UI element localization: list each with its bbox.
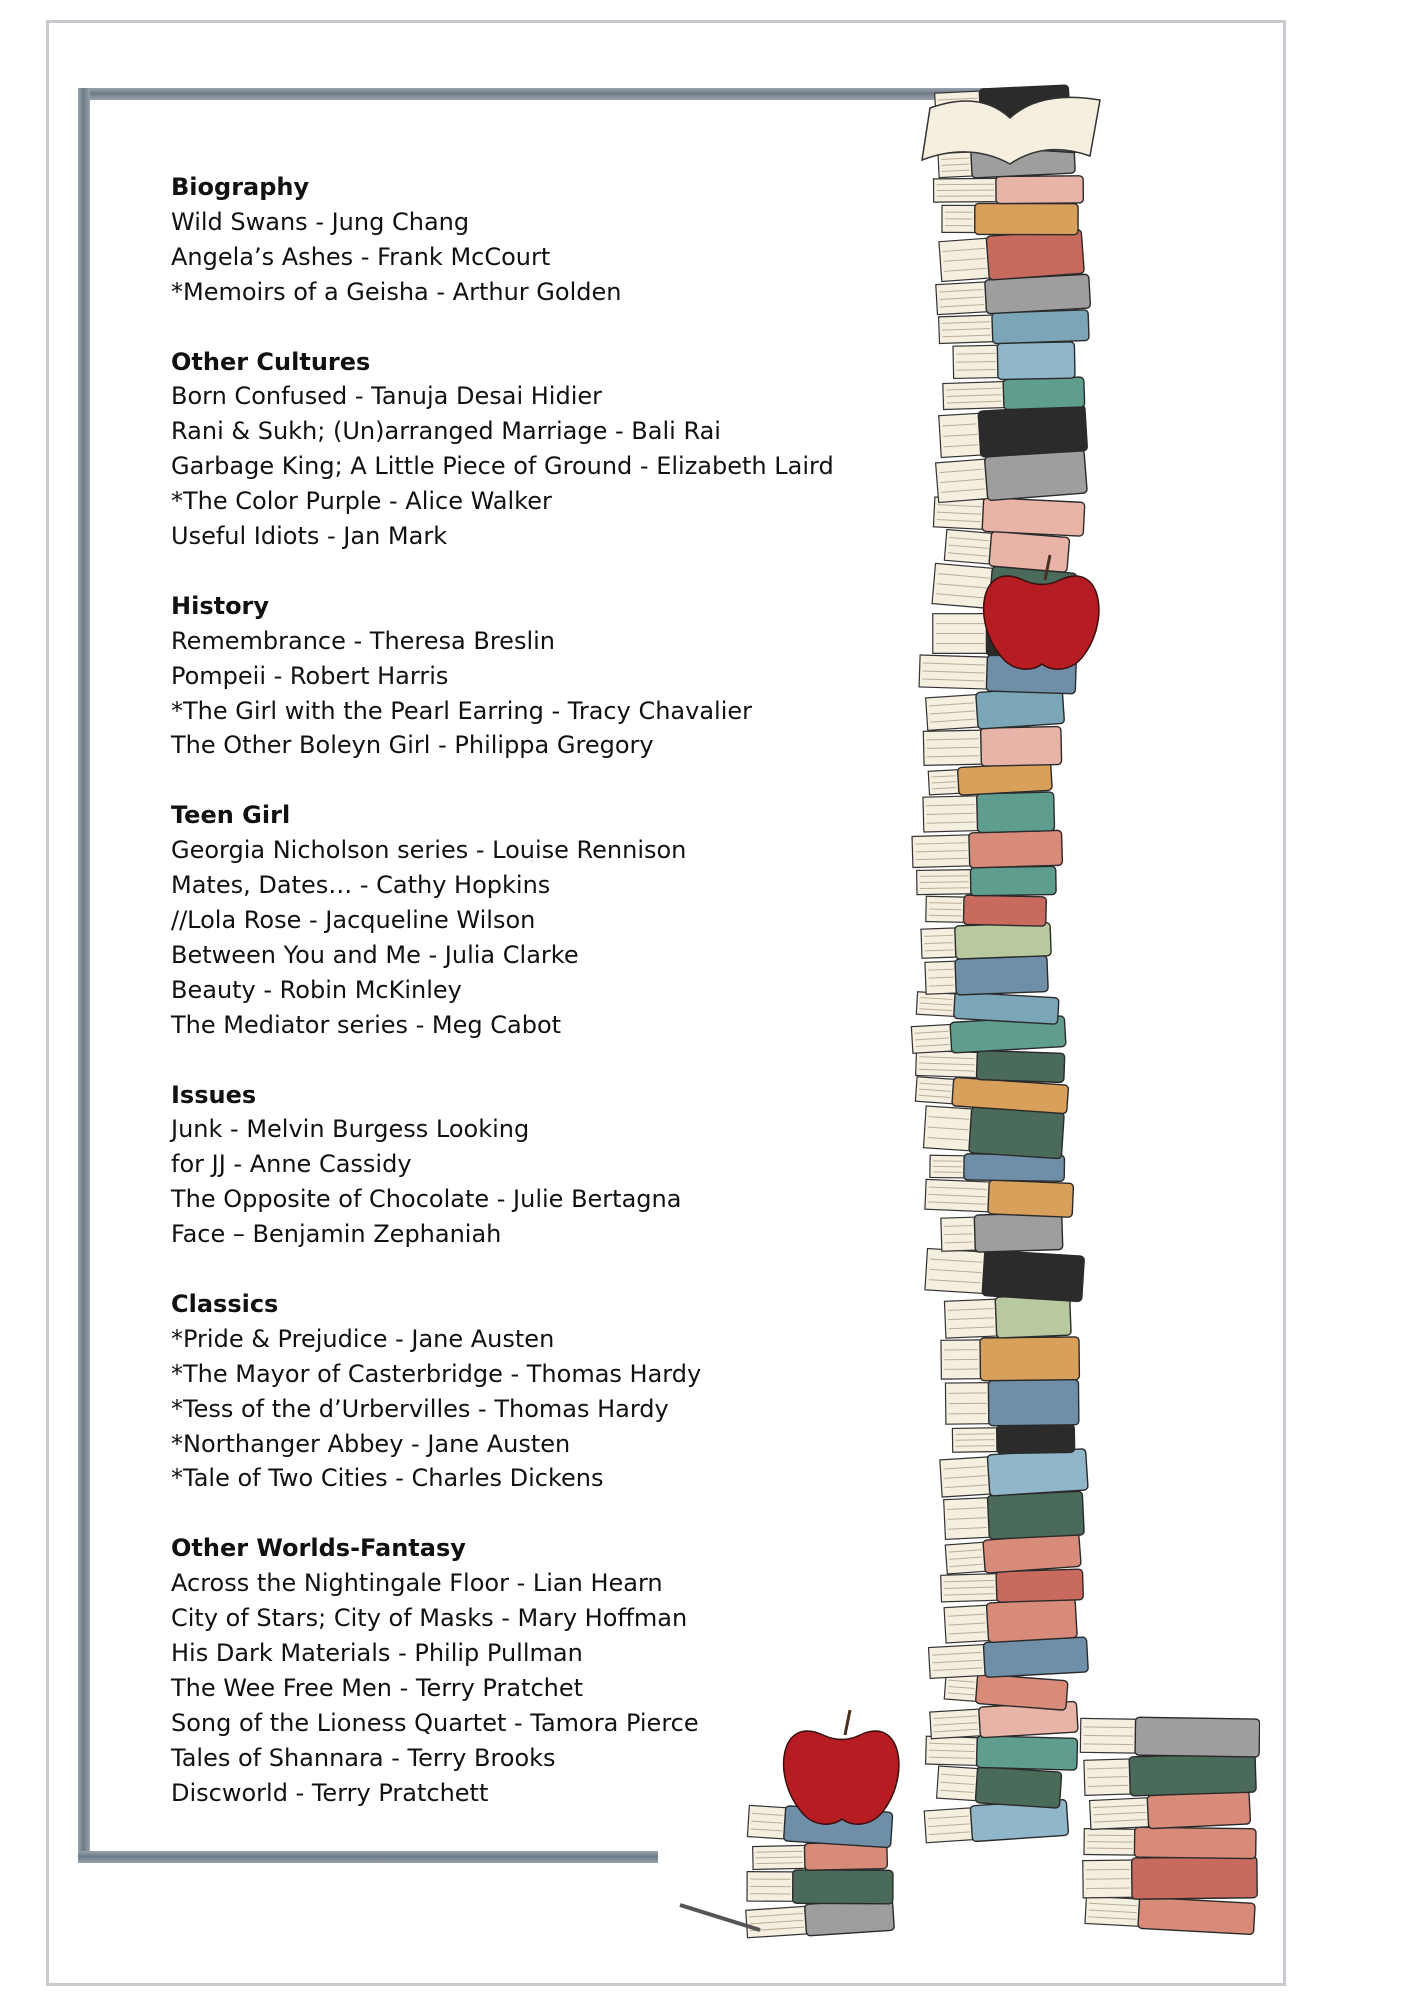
book-spine-icon (952, 1425, 1074, 1455)
book-spine-icon (928, 763, 1052, 797)
book-entry: *The Color Purple - Alice Walker (171, 487, 552, 516)
book-entry: Discworld - Terry Pratchett (171, 1778, 489, 1807)
book-entry: Face – Benjamin Zephaniah (171, 1220, 502, 1249)
genre-heading: Classics (171, 1289, 279, 1318)
book-entry: *Northanger Abbey - Jane Austen (171, 1429, 571, 1458)
book-entry: The Other Boleyn Girl - Philippa Gregory (171, 731, 654, 760)
book-spine-icon (1084, 1827, 1256, 1859)
book-entry: Georgia Nicholson series - Louise Rennison (171, 836, 687, 865)
book-spine-icon (936, 1764, 1061, 1808)
genre-heading: Other Cultures (171, 347, 371, 376)
book-spine-icon (1080, 1716, 1259, 1757)
book-spine-icon (916, 1048, 1065, 1082)
book-entry: Born Confused - Tanuja Desai Hidier (171, 382, 602, 411)
book-spine-icon (916, 990, 1059, 1025)
book-spine-icon (746, 1899, 895, 1940)
book-spine-icon (925, 956, 1048, 997)
book-entry: Tales of Shannara - Terry Brooks (171, 1743, 556, 1772)
book-spine-icon (941, 1569, 1084, 1604)
book-entry: //Lola Rose - Jacqueline Wilson (171, 905, 536, 934)
book-entry: Beauty - Robin McKinley (171, 975, 462, 1004)
book-entry: His Dark Materials - Philip Pullman (171, 1638, 583, 1667)
genre-heading: Issues (171, 1080, 257, 1109)
book-spine-icon (1083, 1856, 1258, 1899)
book-spine-icon (935, 449, 1087, 504)
book-spine-icon (944, 1491, 1085, 1541)
book-spine-icon (923, 792, 1055, 834)
book-entry: The Wee Free Men - Terry Pratchet (171, 1673, 584, 1702)
border-frame-left (78, 88, 90, 1863)
book-spine-icon (944, 1294, 1071, 1340)
book-spine-icon (925, 687, 1064, 733)
book-entry: Junk - Melvin Burgess Looking (171, 1115, 530, 1144)
book-entry: Across the Nightingale Floor - Lian Hearn (171, 1569, 663, 1598)
book-spine-icon (1084, 1753, 1256, 1797)
book-spine-icon (1089, 1791, 1250, 1831)
book-spine-icon (944, 1598, 1077, 1645)
book-spine-icon (926, 894, 1047, 926)
book-spine-icon (940, 1449, 1088, 1499)
book-entry: *Pride & Prejudice - Jane Austen (171, 1324, 555, 1353)
book-entry: *The Mayor of Casterbridge - Thomas Hardy (171, 1359, 702, 1388)
book-entry: Garbage King; A Little Piece of Ground - Elizabeth Laird (171, 452, 834, 481)
book-spine-icon (944, 1672, 1068, 1711)
book-spine-icon (917, 866, 1057, 896)
book-entry: The Opposite of Chocolate - Julie Bertagna (171, 1185, 682, 1214)
book-spine-icon (912, 830, 1062, 869)
book-spine-icon (933, 176, 1083, 204)
book-entry: The Mediator series - Meg Cabot (171, 1010, 562, 1039)
book-spine-icon (1085, 1894, 1255, 1934)
genre-heading: History (171, 591, 270, 620)
genre-heading: Teen Girl (171, 801, 291, 830)
book-entry: Remembrance - Theresa Breslin (171, 626, 555, 655)
book-spine-icon (943, 377, 1085, 412)
book-entry: *Tess of the d’Urbervilles - Thomas Hardy (171, 1394, 669, 1423)
apple-stem-icon (845, 1710, 850, 1735)
book-entry: City of Stars; City of Masks - Mary Hoffman (171, 1604, 688, 1633)
apple-icon (784, 1731, 899, 1824)
book-spine-icon (923, 726, 1061, 767)
book-entry: Rani & Sukh; (Un)arranged Marriage - Bali Rai (171, 417, 721, 446)
book-spine-icon (945, 1380, 1078, 1427)
book-entry: for JJ - Anne Cassidy (171, 1150, 412, 1179)
book-spine-icon (921, 923, 1051, 961)
book-entry: *The Girl with the Pearl Earring - Tracy Chavalier (171, 696, 753, 725)
book-spine-icon (926, 1734, 1078, 1770)
apple-icon (984, 576, 1099, 669)
book-spine-icon (925, 1177, 1074, 1217)
book-entry: *Tale of Two Cities - Charles Dickens (171, 1464, 604, 1493)
book-spine-icon (941, 1212, 1063, 1253)
book-spine-icon (939, 229, 1085, 283)
book-entry: Wild Swans - Jung Chang (171, 207, 470, 236)
book-spine-icon (925, 1246, 1085, 1301)
book-spine-icon (942, 203, 1078, 234)
book-spine-icon (939, 405, 1088, 460)
genre-heading: Biography (171, 173, 310, 201)
book-spine-icon (941, 1337, 1079, 1381)
book-entry: Mates, Dates… - Cathy Hopkins (171, 871, 551, 900)
book-entry: Angela’s Ashes - Frank McCourt (171, 242, 551, 271)
book-spine-icon (747, 1870, 893, 1904)
book-stack-illustration (640, 60, 1260, 1940)
book-spine-icon (928, 1637, 1088, 1680)
genre-heading: Other Worlds-Fantasy (171, 1534, 466, 1563)
book-spine-icon (939, 310, 1090, 346)
border-frame-bottom (78, 1851, 658, 1863)
book-entry: Pompeii - Robert Harris (171, 661, 449, 690)
book-entry: *Memoirs of a Geisha - Arthur Golden (171, 277, 622, 306)
book-entry: Between You and Me - Julia Clarke (171, 940, 579, 969)
book-spine-icon (953, 342, 1075, 381)
book-entry: Useful Idiots - Jan Mark (171, 522, 448, 551)
book-entry: Song of the Lioness Quartet - Tamora Pierce (171, 1708, 699, 1737)
